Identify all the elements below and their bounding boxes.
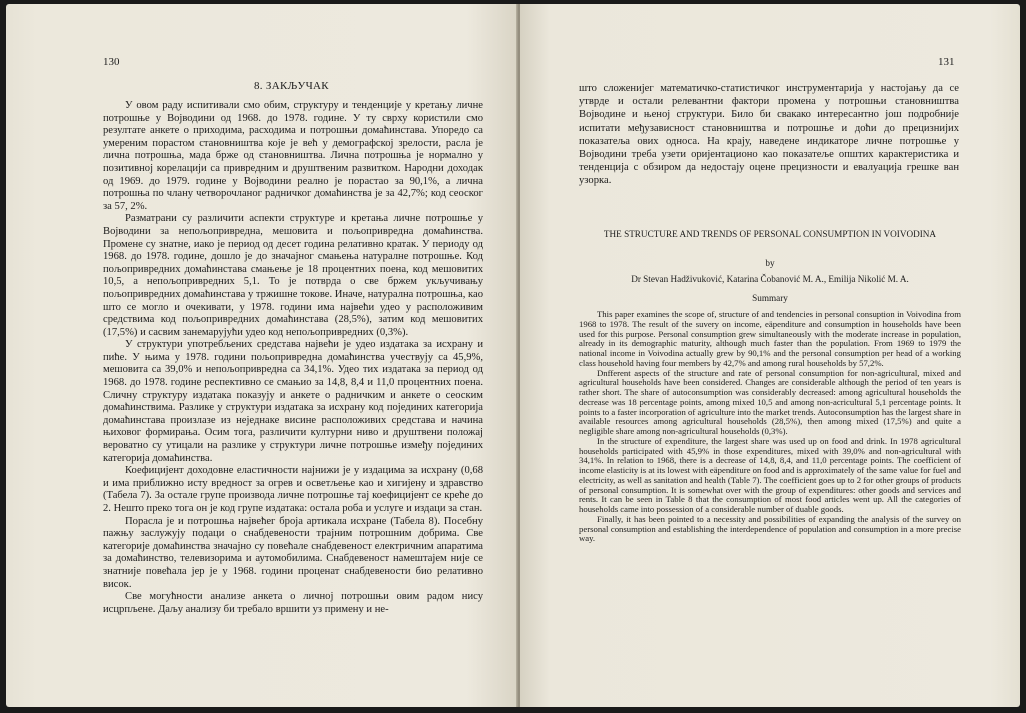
paragraph: што сложенијег математичко-статистичког инструментарија у настојању да се утврде и остали релевантни фактори промена у потрошњи становништва Војводине и њеној структури. Било би свакако интересантно још подробније испитати међузависност становништва и потрошње и доћи до прецизнијих показатеља ових односа. На крају, наведене индикаторе личне потрошње у Војводини треба узети оријентационо као показатеље општих карактеристика и тенденција с обзиром да недостају оцене прецизности и евалуација грешке ван узорка. [579,83,959,187]
authors: Dr Stevan Hadživuković, Katarina Čobanović M. A., Emilija Nikolić M. A. [631,274,909,284]
paragraph: У структури употребљених средстава највећи је удео издатака за исхрану и пиће. У њима у 1978. години пољопривредна домаћинства учествују са 45,9%, мешовита са 39,0% и непољопривредна са 34,1%. Удео тих издатака за период од 1968. до 1978. године респективно се смањио за 14,8, 8,4 и 11,0 процентних поена. Сличну структуру издатака показују и анкете о радничким и анкете о сеоским домаћинствима. Разлике у структури издатака за исхрану код појединих категорија домаћинстава произлазе из неједнаке висине расположивих средстава и начина њиховог формирања. Осим тога, различити културни ниво и друштвени положај вероватно су утицали на разлике у структури личне потрошње између појединих категорија домаћинства. [103,339,483,464]
english-title: THE STRUCTURE AND TRENDS OF PERSONAL CONSUMPTION IN VOIVODINA [603,229,937,239]
summary-label: Summary [752,293,788,303]
paragraph: Разматрани су различити аспекти структуре и кретања личне потрошње у Војводини за непољопривредна, мешовита и пољопривредна домаћинства. Промене су знатне, иако је период од десет година релативно кратак. У периоду од 1968. до 1978. године, дошло је до значајног смањења натуралне потрошње. Код пољопривредних домаћинстава смањење је 18 процентних поена, код мешовитих 10,5, а непољопривредних 5,1. То је потврда о све бржем укључивању пољопривредних домаћинстава у тржишне токове. Иначе, натурална потрошња, као што се могло и очекивати, у 1978. години има највећи удео у расположивим средствима код пољопривредних домаћинстава (28,5%), затим код мешовитих (17,5%) и сасвим занемарујући удео код непољопривредних (0,3%). [103,213,483,338]
right-page [520,4,1020,707]
conclusion-text [103,100,483,616]
paragraph: This paper examines the scope of, structure of and tendencies in personal consuption in Voivodina from 1968 to 1978. The result of the suvery on income, eäpenditure and consumption in households have been used for this purpose. Personal consumption grew simultaneously with the moderate increase in population, already in its demographic maturity, although much faster than the population. From 1969 to 1979 the national income in Voivodina actually grew by 90,1% and the personal consumption per head of a working class household having four members by 42,7% and among rural households by 57,2%. [579,309,961,368]
page-number-left: 130 [103,56,120,68]
by-line: by [765,258,775,268]
section-heading: 8. ЗАКЉУЧАК [254,80,329,92]
continuation-text [579,82,959,188]
paragraph: In the structure of expenditure, the largest share was used up on food and drink. In 1978 agricultural households participated with 45,9% in those expenditures, mixed with 39,0% and non-agricultural with 34,1%. In relation to 1968, there is a decrease of 14,8, 8,4, and 11,0 percentage points. The coefficient of income elasticity is at its lowest with eäpenditure on food and is approximately of the same value for fuel and electricity, as well as sanitation and health (Table 7). The coefficient goes up to 2 for other groups of products of personal consumption. It is somewhat over with the group of expenditures: other goods and services and rents. It can be seen in Table 8 that the consumption of most food articles went up. All the categories of households came into possession of a considerable number of duable goods. [579,435,961,514]
paragraph: Finally, it has been pointed to a necessity and possibilities of expanding the analysis of the survey on personal consumption and establishing the interdependence of population and consumption in a more precise way. [579,513,961,544]
paragraph: Dnfferent aspects of the structure and rate of personal consumption for non-agricultural, mixed and agricultural households have been considered. Changes are considerable although the period of ten years is rather short. The share of autoconsumption was considerably decreased: among agricultural households the decrease was 18 percentage points, among mixed 10,5 and among non-acricultural 5,1 percentage points. It points to a faster incorporation of agriculture into the market trends. Autoconsumption has the largest share in available resources among agricultural households (28,5%), then among mixed (17,5%) and quite a negligible share among non-agricultural households (0,3%). [579,367,961,436]
summary-text [579,310,961,544]
paragraph: У овом раду испитивали смо обим, структуру и тенденције у кретању личне потрошње у Војводини од 1968. до 1978. године. У ту сврху користили смо резултате анкете о приходима, расходима и потрошњи домаћинстава. Упоредо са умереним порастом становништва које је већ у демографској зрелости, расла је лична потрошња, мада брже од становништва. Лична потрошња је нормално у позитивној корелацији са привредним и друштвеним развитком. Народни доходак од 1969. до 1979. године у Војводини реално је порастао за 90,1%, а лична потрошња по члану четворочланог радничког домаћинства је за 42,7%; код сеоског за 57, 2%. [103,100,483,212]
left-page [6,4,518,707]
paragraph: Све могућности анализе анкета о личној потрошњи овим радом нису исцрпљене. Даљу анализу би требало вршити уз примену и не- [103,591,483,615]
paragraph: Порасла је и потрошња највећег броја артикала исхране (Табела 8). Посебну пажњу заслужују подаци о снабдевености трајним потрошним добрима. Све категорије домаћинства значајно су повећале снабдевеност електричним апаратима за домаћинство, телевизорима и аутомобилима. Снабдевеност намештајем није се знатније повећала јер је у 1968. години проценат снабдевености био релативно висок. [103,515,483,590]
page-number-right: 131 [938,56,955,68]
paragraph: Коефицијент доходовне еластичности најнижи је у издацима за исхрану (0,68 и има приближно исту вредност за огрев и осветљење као и хигијену и здравство (Табела 7). За остале групе производа личне потрошње тај коефицијент се креће до 2. Нешто преко тога он је код групе издатака: остала роба и услуге и издаци за стан. [103,465,483,514]
